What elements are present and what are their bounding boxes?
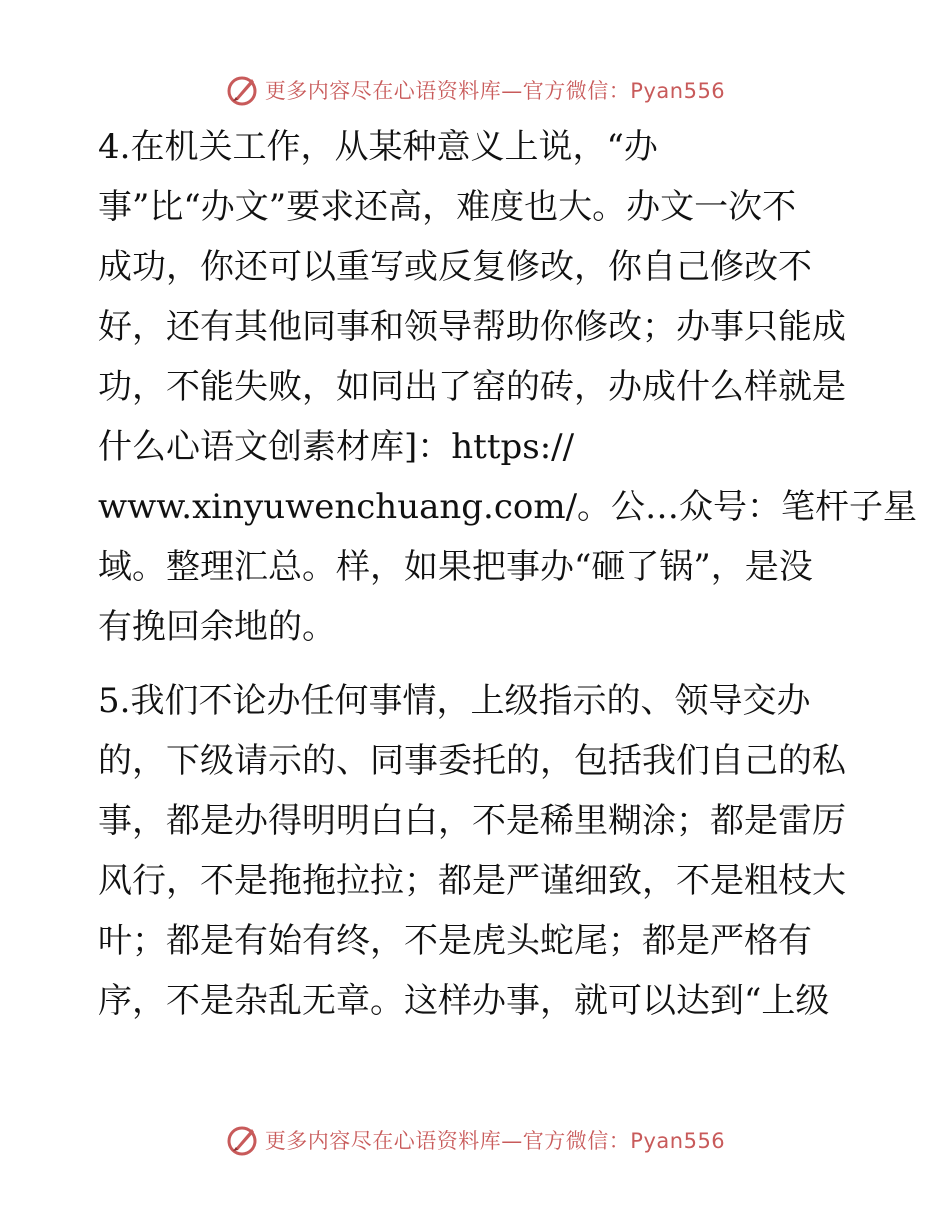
paragraph-4 <box>98 117 918 657</box>
text-line: 序，不是杂乱无章。这样办事，就可以达到“上级 <box>98 981 830 1021</box>
text-line: 成功，你还可以重写或反复修改，你自己修改不 <box>98 247 812 287</box>
footer-banner-text: 更多内容尽在心语资料库—官方微信：Pyan556 <box>264 1129 726 1153</box>
feather-pen-logo-icon <box>225 73 259 107</box>
paragraph-5 <box>98 671 858 1031</box>
text-line: 什么心语文创素材库]：https:// <box>98 427 575 467</box>
text-line: 域。整理汇总。样，如果把事办“砸了锅”，是没 <box>98 547 813 587</box>
text-line: 有挽回余地的。 <box>98 607 336 647</box>
text-line: 事”比“办文”要求还高，难度也大。办文一次不 <box>98 187 797 227</box>
text-line: 5.我们不论办任何事情，上级指示的、领导交办 <box>98 681 811 721</box>
header-banner <box>0 70 950 110</box>
text-line: 事，都是办得明明白白，不是稀里糊涂；都是雷厉 <box>98 801 846 841</box>
text-line: 4.在机关工作，从某种意义上说，“办 <box>98 127 658 167</box>
text-line: 功，不能失败，如同出了窑的砖，办成什么样就是 <box>98 367 846 407</box>
text-line: 叶；都是有始有终，不是虎头蛇尾；都是严格有 <box>98 921 812 961</box>
text-line: 好，还有其他同事和领导帮助你修改；办事只能成 <box>98 307 846 347</box>
text-line: www.xinyuwenchuang.com/。公…众号：笔杆子星 <box>98 487 918 527</box>
header-banner-text: 更多内容尽在心语资料库—官方微信：Pyan556 <box>264 79 726 103</box>
footer-banner <box>0 1120 950 1160</box>
feather-pen-logo-icon <box>225 1123 259 1157</box>
document-body <box>98 117 918 1045</box>
text-line: 风行，不是拖拖拉拉；都是严谨细致，不是粗枝大 <box>98 861 846 901</box>
text-line: 的，下级请示的、同事委托的，包括我们自己的私 <box>98 741 846 781</box>
